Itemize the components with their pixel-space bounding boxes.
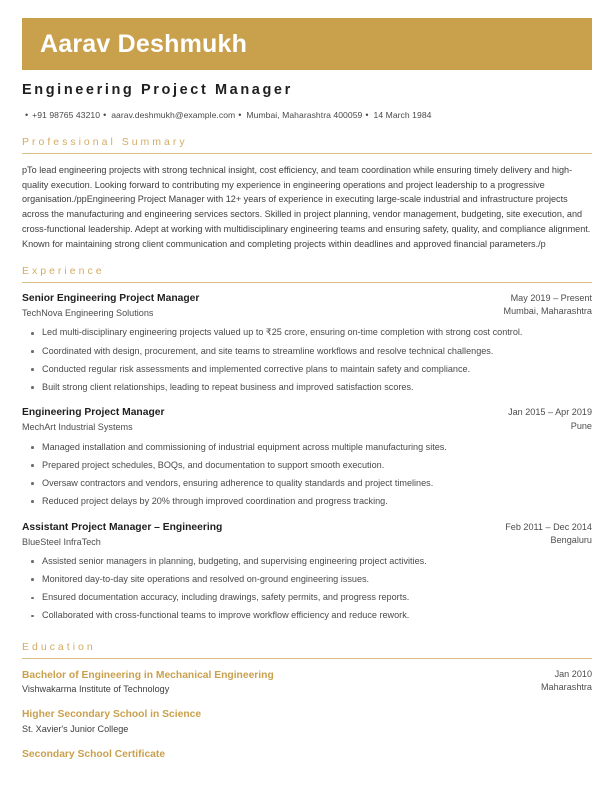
education-date: Jan 2010 <box>554 668 592 679</box>
bullet-dot-icon: • <box>103 110 107 120</box>
experience-bullet: Led multi-disciplinary engineering projects valued up to ₹25 crore, ensuring on-time completion with strong cost control. <box>22 326 592 340</box>
education-entry-left <box>22 668 529 697</box>
experience-bullet: Oversaw contractors and vendors, ensuring adherence to quality standards and project timelines. <box>22 477 592 491</box>
candidate-job-title: Engineering Project Manager <box>22 82 293 98</box>
experience-bullet: Collaborated with cross-functional teams to improve workflow efficiency and reduce rework. <box>22 609 592 623</box>
candidate-name: Aarav Deshmukh <box>40 29 248 58</box>
experience-entry-right <box>492 292 592 318</box>
education-school: St. Xavier's Junior College <box>22 723 129 734</box>
section-education <box>22 641 592 763</box>
experience-entry <box>22 521 592 623</box>
experience-role: Assistant Project Manager – Engineering <box>22 521 223 533</box>
experience-entry <box>22 406 592 508</box>
experience-entry-right <box>493 521 592 547</box>
contact-location: Mumbai, Maharashtra 400059 <box>246 110 363 120</box>
experience-bullet-list <box>22 441 592 509</box>
experience-entry <box>22 292 592 394</box>
section-professional-summary <box>22 136 592 251</box>
section-heading-education: Education <box>22 641 592 659</box>
section-experience <box>22 265 592 622</box>
education-entry <box>22 707 592 736</box>
education-degree: Secondary School Certificate <box>22 749 166 760</box>
experience-company: BlueSteel InfraTech <box>22 536 101 547</box>
education-list <box>22 668 592 763</box>
experience-entry-header <box>22 521 592 549</box>
contact-row <box>22 110 592 120</box>
experience-location: Bengaluru <box>550 534 592 545</box>
experience-dates: May 2019 – Present <box>510 293 592 304</box>
education-entry-left <box>22 747 580 762</box>
experience-role: Senior Engineering Project Manager <box>22 293 200 305</box>
experience-role: Engineering Project Manager <box>22 407 165 419</box>
experience-bullet-list <box>22 555 592 623</box>
experience-bullet: Monitored day-to-day site operations and resolved on-ground engineering issues. <box>22 573 592 587</box>
education-entry-header <box>22 668 592 697</box>
contact-date-of-birth: 14 March 1984 <box>373 110 432 120</box>
summary-body: pTo lead engineering projects with strong technical insight, cost efficiency, and team coordination while ensuring timely delivery and high-quality execution. Looking forward to contributing my experience in engineering operations and project leadership to a progressive organisation./ppEngineering Project Manager with 12+ years of experience in executing large-scale industrial and infrastructure projects across the manufacturing and engineering services sectors. Skilled in project planning, vendor management, budgeting, site execution, and cross-functional leadership. Adept at working with multidisciplinary engineering teams and ensuring safety, quality, and compliance alignment. Known for maintaining strong client communication and completing projects within deadlines and approved financial parameters./p <box>22 165 591 249</box>
experience-dates: Jan 2015 – Apr 2019 <box>508 407 592 418</box>
bullet-dot-icon: • <box>238 110 242 120</box>
experience-bullet: Ensured documentation accuracy, including drawings, safety permits, and progress reports. <box>22 591 592 605</box>
education-entry-right <box>529 668 592 695</box>
education-school: Vishwakarma Institute of Technology <box>22 684 170 695</box>
experience-bullet: Coordinated with design, procurement, and site teams to streamline workflows and resolve technical challenges. <box>22 345 592 359</box>
bullet-dot-icon: • <box>25 110 29 120</box>
experience-dates: Feb 2011 – Dec 2014 <box>505 521 592 532</box>
education-entry <box>22 668 592 697</box>
experience-bullet: Prepared project schedules, BOQs, and documentation to support smooth execution. <box>22 459 592 473</box>
education-degree: Higher Secondary School in Science <box>22 709 202 721</box>
experience-company: TechNova Engineering Solutions <box>22 308 154 319</box>
education-entry-left <box>22 707 580 736</box>
experience-bullet: Assisted senior managers in planning, budgeting, and supervising engineering project activities. <box>22 555 592 569</box>
education-entry <box>22 747 592 762</box>
education-place: Maharashtra <box>540 682 592 693</box>
section-heading-experience: Experience <box>22 265 592 283</box>
section-heading-summary: Professional Summary <box>22 136 592 154</box>
experience-bullet: Managed installation and commissioning of industrial equipment across multiple manufacturing sites. <box>22 441 592 455</box>
contact-email[interactable]: aarav.deshmukh@example.com <box>111 110 236 120</box>
experience-entry-left <box>22 521 493 549</box>
contact-phone[interactable]: +91 98765 43210 <box>32 110 101 120</box>
experience-list <box>22 292 592 622</box>
experience-entry-left <box>22 406 496 434</box>
experience-entry-header <box>22 406 592 434</box>
resume-content <box>22 136 592 773</box>
experience-bullet: Built strong client relationships, leading to repeat business and improved satisfaction scores. <box>22 381 592 395</box>
experience-location: Pune <box>570 420 592 431</box>
experience-entry-left <box>22 292 492 320</box>
education-entry-header <box>22 747 592 762</box>
education-degree: Bachelor of Engineering in Mechanical Engineering <box>22 669 274 681</box>
experience-company: MechArt Industrial Systems <box>22 422 133 433</box>
experience-bullet: Reduced project delays by 20% through improved coordination and progress tracking. <box>22 495 592 509</box>
experience-entry-right <box>496 406 592 432</box>
bullet-dot-icon: • <box>365 110 369 120</box>
experience-bullet: Conducted regular risk assessments and implemented corrective plans to maintain safety and compliance. <box>22 363 592 377</box>
experience-bullet-list <box>22 326 592 394</box>
experience-entry-header <box>22 292 592 320</box>
experience-location: Mumbai, Maharashtra <box>503 306 592 317</box>
education-entry-header <box>22 707 592 736</box>
name-banner <box>22 18 592 70</box>
